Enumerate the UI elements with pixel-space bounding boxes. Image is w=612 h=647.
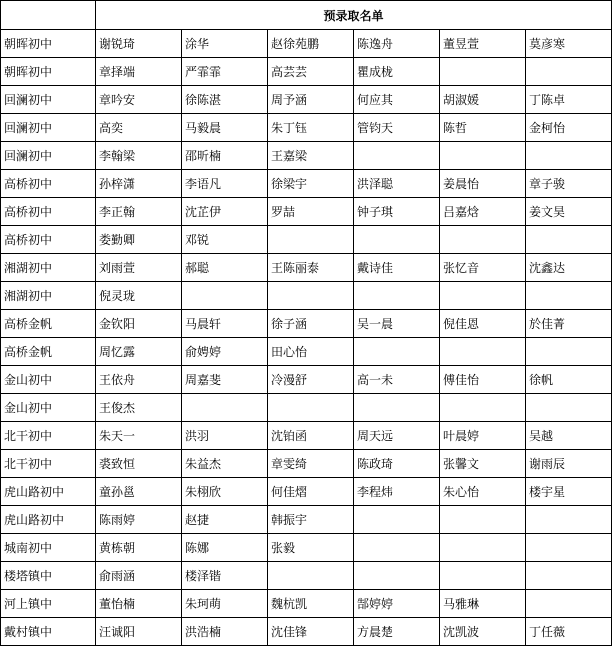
student-name-cell: 朱心怡: [440, 478, 526, 506]
student-name-cell: 裘致恒: [96, 450, 182, 478]
student-name-cell: 姜晨怡: [440, 170, 526, 198]
student-name-cell: 俞娉婷: [182, 338, 268, 366]
school-cell: 回澜初中: [1, 142, 96, 170]
student-name-cell: 朱丁钰: [268, 114, 354, 142]
student-name-cell: 张馨文: [440, 450, 526, 478]
table-row: [1, 58, 612, 86]
student-name-cell: [440, 394, 526, 422]
student-name-cell: 周天远: [354, 422, 440, 450]
table-row: [1, 310, 612, 338]
student-name-cell: 楼泽锴: [182, 562, 268, 590]
student-name-cell: [440, 534, 526, 562]
student-name-cell: [440, 142, 526, 170]
school-cell: 金山初中: [1, 394, 96, 422]
student-name-cell: [354, 338, 440, 366]
student-name-cell: 倪佳恩: [440, 310, 526, 338]
student-name-cell: [526, 590, 612, 618]
student-name-cell: 钟子琪: [354, 198, 440, 226]
student-name-cell: 王依舟: [96, 366, 182, 394]
school-cell: 回澜初中: [1, 114, 96, 142]
student-name-cell: 朱栩欣: [182, 478, 268, 506]
student-name-cell: 王俊杰: [96, 394, 182, 422]
school-cell: 虎山路初中: [1, 506, 96, 534]
table-row: [1, 534, 612, 562]
school-cell: 金山初中: [1, 366, 96, 394]
student-name-cell: 李正翰: [96, 198, 182, 226]
student-name-cell: 莫彦寒: [526, 30, 612, 58]
school-cell: 北干初中: [1, 422, 96, 450]
school-cell: 楼塔镇中: [1, 562, 96, 590]
table-row: [1, 394, 612, 422]
student-name-cell: [354, 282, 440, 310]
student-name-cell: 沈佳锋: [268, 618, 354, 646]
table-row: [1, 618, 612, 646]
table-row: [1, 506, 612, 534]
student-name-cell: [526, 282, 612, 310]
table-row: [1, 254, 612, 282]
table-row: [1, 338, 612, 366]
student-name-cell: 张毅: [268, 534, 354, 562]
student-name-cell: 董怡楠: [96, 590, 182, 618]
table-row: [1, 86, 612, 114]
school-cell: 高桥初中: [1, 170, 96, 198]
student-name-cell: 俞雨涵: [96, 562, 182, 590]
student-name-cell: 丁陈卓: [526, 86, 612, 114]
student-name-cell: 徐子涵: [268, 310, 354, 338]
student-name-cell: 何佳熠: [268, 478, 354, 506]
school-cell: 高桥金帆: [1, 310, 96, 338]
student-name-cell: 章择端: [96, 58, 182, 86]
student-name-cell: 谢锐琦: [96, 30, 182, 58]
student-name-cell: 黄栋朝: [96, 534, 182, 562]
table-row: [1, 198, 612, 226]
student-name-cell: 郝聪: [182, 254, 268, 282]
student-name-cell: 胡淑媛: [440, 86, 526, 114]
school-cell: 朝晖初中: [1, 58, 96, 86]
student-name-cell: 李语凡: [182, 170, 268, 198]
school-cell: 湘湖初中: [1, 254, 96, 282]
student-name-cell: 管钧天: [354, 114, 440, 142]
student-name-cell: 金钦阳: [96, 310, 182, 338]
student-name-cell: 戴诗佳: [354, 254, 440, 282]
table-row: [1, 590, 612, 618]
header-corner-cell: [1, 1, 96, 30]
student-name-cell: 章吟安: [96, 86, 182, 114]
student-name-cell: 罗喆: [268, 198, 354, 226]
student-name-cell: 沈凯波: [440, 618, 526, 646]
student-name-cell: 吕嘉焓: [440, 198, 526, 226]
table-row: [1, 366, 612, 394]
table-title: 预录取名单: [96, 1, 612, 30]
school-cell: 河上镇中: [1, 590, 96, 618]
student-name-cell: 徐陈湛: [182, 86, 268, 114]
student-name-cell: 徐帆: [526, 366, 612, 394]
student-name-cell: 楼宇星: [526, 478, 612, 506]
school-cell: 高桥初中: [1, 198, 96, 226]
student-name-cell: 陈哲: [440, 114, 526, 142]
student-name-cell: 周忆露: [96, 338, 182, 366]
table-row: [1, 170, 612, 198]
school-cell: 虎山路初中: [1, 478, 96, 506]
student-name-cell: 马雅琳: [440, 590, 526, 618]
header-row: [1, 1, 612, 30]
student-name-cell: 高一未: [354, 366, 440, 394]
student-name-cell: 金柯怡: [526, 114, 612, 142]
student-name-cell: 马毅晨: [182, 114, 268, 142]
student-name-cell: 郜婷婷: [354, 590, 440, 618]
student-name-cell: 邵昕楠: [182, 142, 268, 170]
student-name-cell: [182, 394, 268, 422]
student-name-cell: 瞿成栊: [354, 58, 440, 86]
student-name-cell: 沈铂函: [268, 422, 354, 450]
student-name-cell: [526, 534, 612, 562]
student-name-cell: 陈逸舟: [354, 30, 440, 58]
student-name-cell: 孙梓潇: [96, 170, 182, 198]
student-name-cell: [440, 562, 526, 590]
student-name-cell: 朱天一: [96, 422, 182, 450]
student-name-cell: 陈娜: [182, 534, 268, 562]
student-name-cell: 王陈丽泰: [268, 254, 354, 282]
student-name-cell: [354, 506, 440, 534]
student-name-cell: 董昱萱: [440, 30, 526, 58]
student-name-cell: [354, 142, 440, 170]
student-name-cell: 陈政琦: [354, 450, 440, 478]
student-name-cell: 严霏霏: [182, 58, 268, 86]
student-name-cell: 刘雨萱: [96, 254, 182, 282]
student-name-cell: [440, 58, 526, 86]
table-body: [1, 1, 612, 646]
student-name-cell: 吴一晨: [354, 310, 440, 338]
table-row: [1, 30, 612, 58]
student-name-cell: 洪羽: [182, 422, 268, 450]
school-cell: 湘湖初中: [1, 282, 96, 310]
student-name-cell: 姜文昊: [526, 198, 612, 226]
student-name-cell: 何应其: [354, 86, 440, 114]
student-name-cell: 张忆音: [440, 254, 526, 282]
student-name-cell: [526, 58, 612, 86]
student-name-cell: [268, 226, 354, 254]
student-name-cell: [268, 562, 354, 590]
student-name-cell: 丁任薇: [526, 618, 612, 646]
table-row: [1, 114, 612, 142]
student-name-cell: 倪灵珑: [96, 282, 182, 310]
student-name-cell: 汪诚阳: [96, 618, 182, 646]
school-cell: 城南初中: [1, 534, 96, 562]
student-name-cell: 涂华: [182, 30, 268, 58]
student-name-cell: [354, 562, 440, 590]
school-cell: 高桥金帆: [1, 338, 96, 366]
student-name-cell: [526, 506, 612, 534]
table-row: [1, 226, 612, 254]
student-name-cell: 魏杭凯: [268, 590, 354, 618]
student-name-cell: 於佳菁: [526, 310, 612, 338]
student-name-cell: 洪泽聪: [354, 170, 440, 198]
student-name-cell: 章子骏: [526, 170, 612, 198]
student-name-cell: 谢雨辰: [526, 450, 612, 478]
student-name-cell: 李翰梁: [96, 142, 182, 170]
student-name-cell: 韩振宇: [268, 506, 354, 534]
student-name-cell: [440, 506, 526, 534]
student-name-cell: 章雯绮: [268, 450, 354, 478]
table-row: [1, 478, 612, 506]
student-name-cell: [526, 562, 612, 590]
school-cell: 高桥初中: [1, 226, 96, 254]
student-name-cell: 高奕: [96, 114, 182, 142]
student-name-cell: 李程炜: [354, 478, 440, 506]
student-name-cell: 田心怡: [268, 338, 354, 366]
student-name-cell: [526, 226, 612, 254]
student-name-cell: 傅佳怡: [440, 366, 526, 394]
student-name-cell: [526, 394, 612, 422]
student-name-cell: [440, 282, 526, 310]
student-name-cell: [526, 142, 612, 170]
student-name-cell: [268, 282, 354, 310]
student-name-cell: 沈鑫达: [526, 254, 612, 282]
student-name-cell: [182, 282, 268, 310]
school-cell: 回澜初中: [1, 86, 96, 114]
table-row: [1, 282, 612, 310]
student-name-cell: [440, 226, 526, 254]
student-name-cell: 叶晨婷: [440, 422, 526, 450]
student-name-cell: [440, 338, 526, 366]
table-row: [1, 450, 612, 478]
student-name-cell: 周嘉斐: [182, 366, 268, 394]
student-name-cell: 方晨楚: [354, 618, 440, 646]
student-name-cell: 陈雨婷: [96, 506, 182, 534]
student-name-cell: 沈芷伊: [182, 198, 268, 226]
student-name-cell: 徐梁宇: [268, 170, 354, 198]
school-cell: 戴村镇中: [1, 618, 96, 646]
student-name-cell: [354, 394, 440, 422]
table-row: [1, 562, 612, 590]
student-name-cell: 洪浩楠: [182, 618, 268, 646]
student-name-cell: 娄勤卿: [96, 226, 182, 254]
student-name-cell: 邓锐: [182, 226, 268, 254]
student-name-cell: 马晨轩: [182, 310, 268, 338]
student-name-cell: 赵徐苑鹏: [268, 30, 354, 58]
student-name-cell: 朱珂萌: [182, 590, 268, 618]
student-name-cell: 周予涵: [268, 86, 354, 114]
student-name-cell: 王嘉梁: [268, 142, 354, 170]
student-name-cell: [526, 338, 612, 366]
student-name-cell: 朱益杰: [182, 450, 268, 478]
student-name-cell: [268, 394, 354, 422]
student-name-cell: 高芸芸: [268, 58, 354, 86]
table-row: [1, 422, 612, 450]
table-row: [1, 142, 612, 170]
school-cell: 北干初中: [1, 450, 96, 478]
school-cell: 朝晖初中: [1, 30, 96, 58]
student-name-cell: 冷漫舒: [268, 366, 354, 394]
student-name-cell: 吴越: [526, 422, 612, 450]
student-name-cell: 赵捷: [182, 506, 268, 534]
student-name-cell: 童孙邕: [96, 478, 182, 506]
student-name-cell: [354, 226, 440, 254]
student-name-cell: [354, 534, 440, 562]
